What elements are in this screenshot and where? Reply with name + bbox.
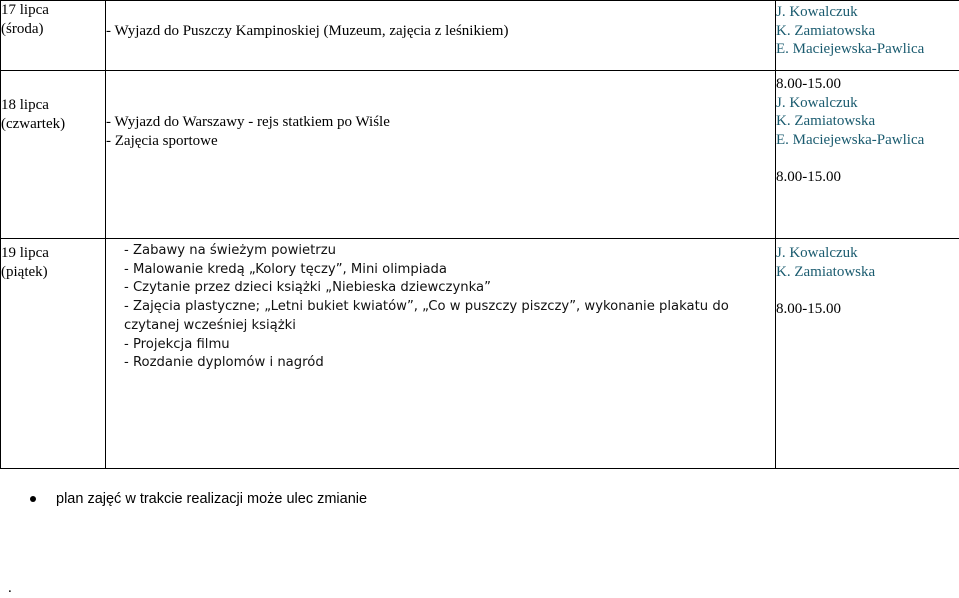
day-weekday: (środa): [1, 20, 44, 37]
bullet-icon: [30, 496, 36, 502]
activity-item: - Projekcja filmu: [124, 336, 230, 352]
activity-item: - Zajęcia plastyczne; „Letni bukiet kwiatów”, „Co w puszczy piszczy”, wykonanie plakatu do czytanej wcześniej książki: [124, 299, 729, 333]
day-date: 18 lipca: [1, 97, 49, 113]
staff-cell: [776, 239, 959, 469]
staff-name: K. Zamiatowska: [776, 22, 876, 39]
staff-name: J. Kowalczuk: [776, 245, 858, 261]
staff-name: K. Zamiatowska: [776, 113, 876, 129]
day-weekday: (piątek): [1, 263, 48, 280]
day-cell: [1, 239, 106, 469]
activity-item: - Zabawy na świeżym powietrzu: [124, 243, 337, 258]
activity-item: - Rozdanie dyplomów i nagród: [124, 355, 324, 371]
activity-item: - Zajęcia sportowe: [106, 132, 218, 149]
day-cell: [1, 71, 106, 239]
schedule-note: [0, 489, 959, 511]
activities-cell: [106, 71, 776, 239]
trailing-dot: .: [8, 580, 12, 596]
schedule-row-17: [1, 1, 959, 71]
activity-item: - Czytanie przez dzieci książki „Niebieska dziewczynka”: [124, 280, 491, 296]
schedule-row-19: [1, 239, 959, 469]
spacer: [776, 149, 959, 168]
day-weekday: (czwartek): [1, 115, 66, 132]
activity-item: - Wyjazd do Puszczy Kampinoskiej (Muzeum, zajęcia z leśnikiem): [106, 23, 509, 39]
activity-item: - Wyjazd do Warszawy - rejs statkiem po Wiśle: [106, 114, 390, 130]
staff-name: E. Maciejewska-Pawlica: [776, 131, 925, 148]
spacer: [776, 281, 959, 300]
activities-cell: [106, 239, 776, 469]
note-text: plan zajęć w trakcie realizacji może ulec zmianie: [56, 491, 368, 507]
staff-name: E. Maciejewska-Pawlica: [776, 41, 925, 57]
hours: 8.00-15.00: [776, 76, 841, 92]
hours: 8.00-15.00: [776, 300, 841, 317]
day-date: 19 lipca: [1, 245, 49, 261]
staff-cell: [776, 71, 959, 239]
activities-cell: [106, 1, 776, 71]
staff-name: K. Zamiatowska: [776, 263, 876, 280]
staff-name: J. Kowalczuk: [776, 4, 858, 20]
staff-name: J. Kowalczuk: [776, 94, 858, 111]
day-cell: [1, 1, 106, 71]
hours: 8.00-15.00: [776, 168, 841, 185]
activity-item: - Malowanie kredą „Kolory tęczy”, Mini olimpiada: [124, 261, 447, 277]
day-date: 17 lipca: [1, 2, 49, 18]
schedule-row-18: [1, 71, 959, 239]
staff-cell: [776, 1, 959, 71]
